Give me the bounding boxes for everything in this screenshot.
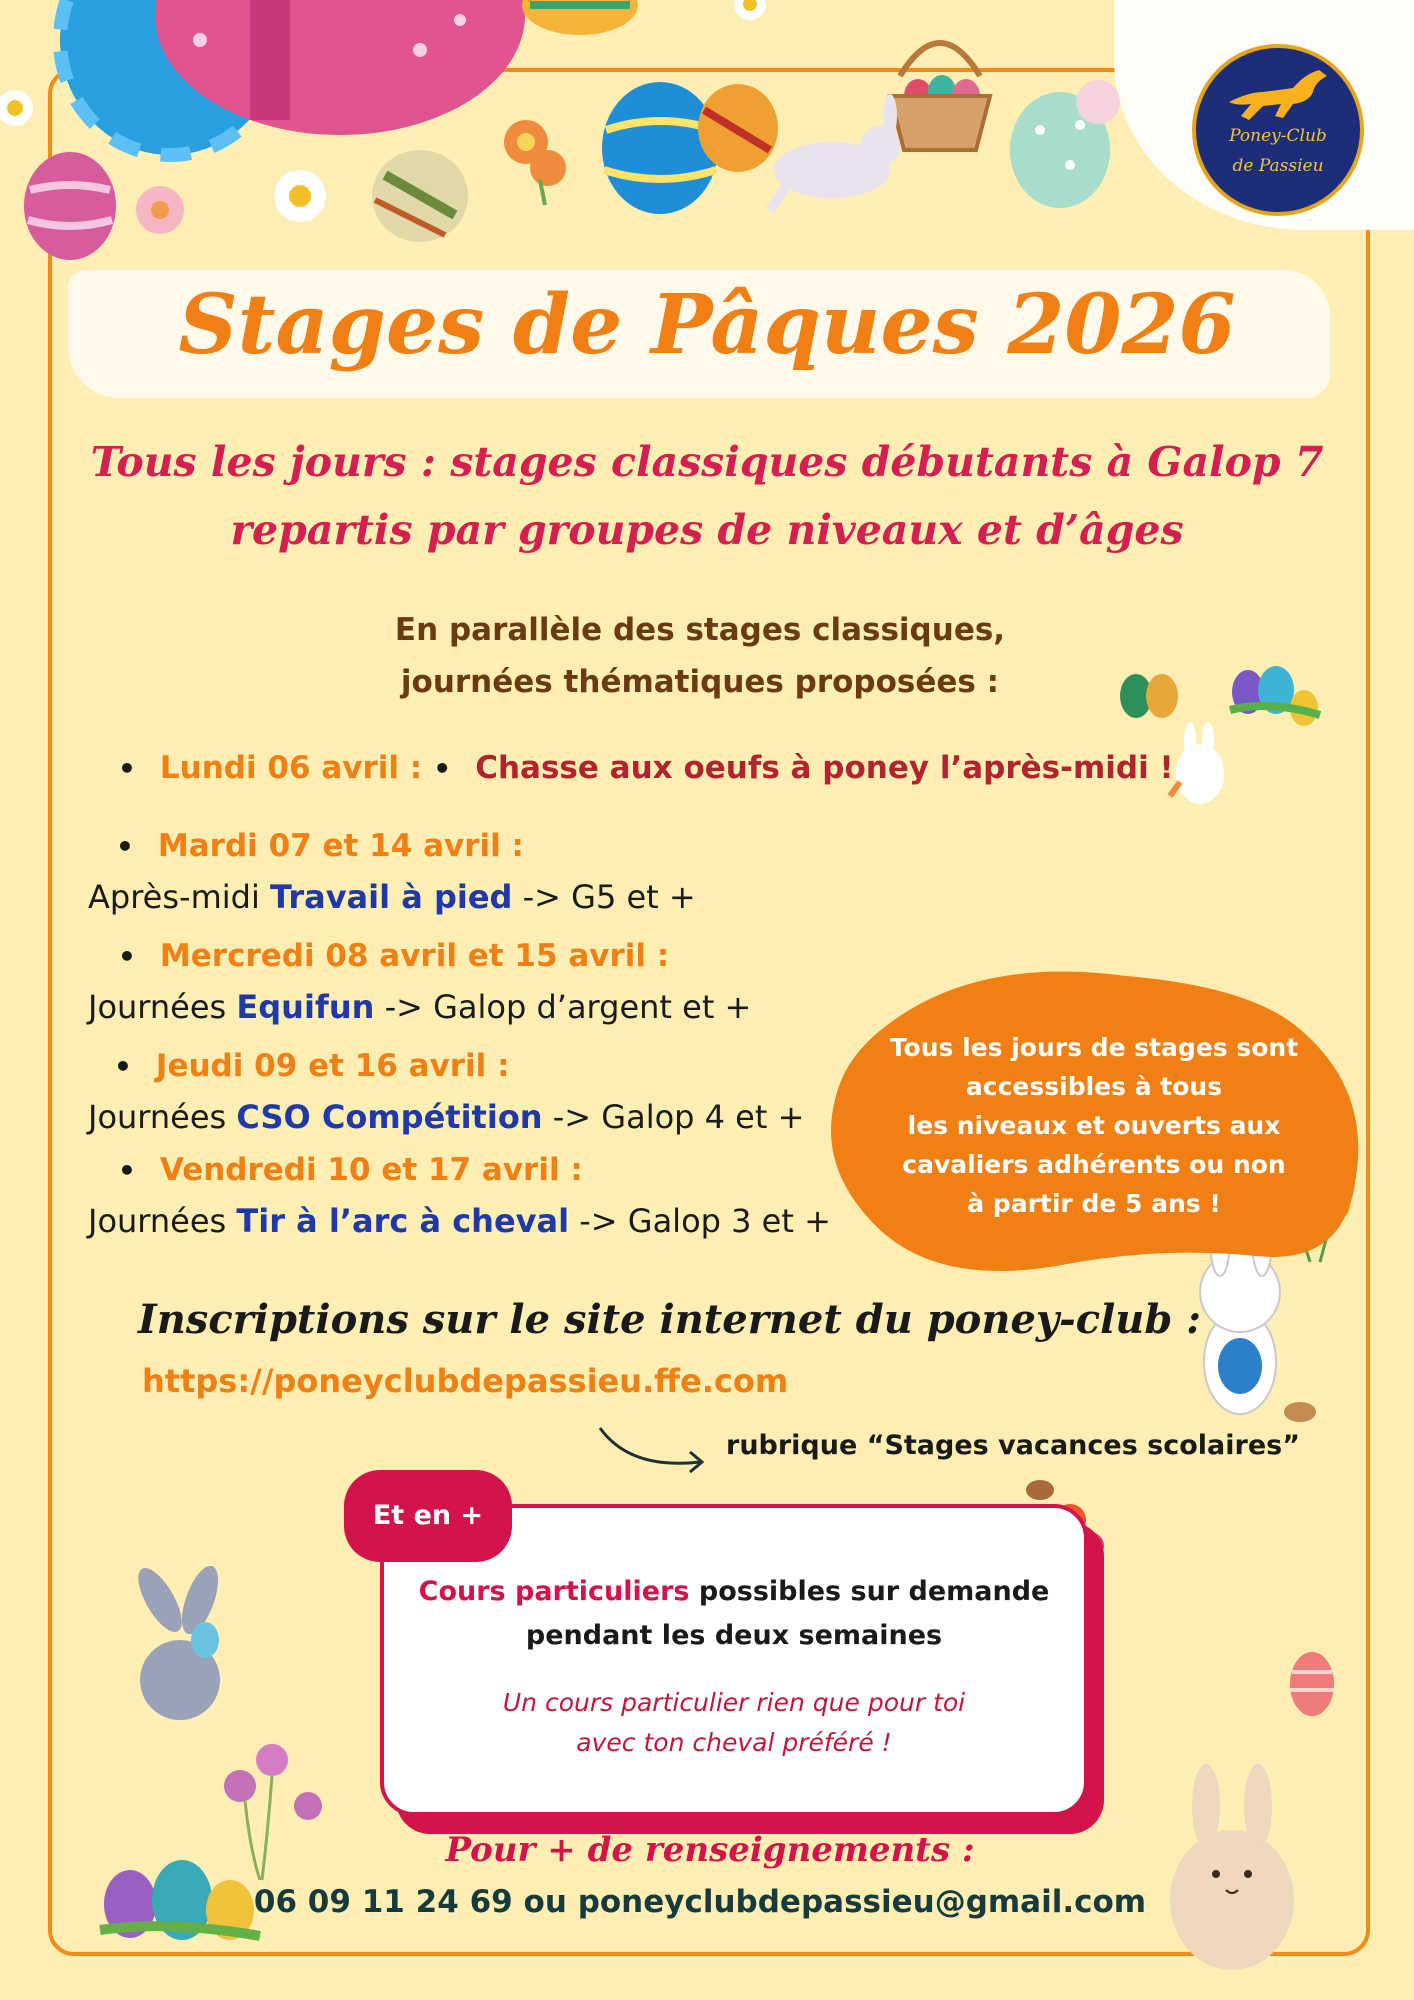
schedule-day: • Mardi 07 et 14 avril :: [116, 828, 524, 864]
description-suffix: -> G5 et +: [522, 878, 696, 916]
extra-tag: Et en +: [344, 1470, 512, 1562]
rabbit-icon: [1170, 1764, 1294, 1970]
contact-heading: Pour + de renseignements :: [445, 1830, 975, 1870]
subtitle-line-1: Tous les jours : stages classiques débutants à Galop 7: [90, 438, 1324, 486]
private-lessons-line-1: [392, 1576, 1076, 1607]
registration-section: rubrique “Stages vacances scolaires”: [726, 1430, 1300, 1461]
info-line: à partir de 5 ans !: [967, 1189, 1221, 1218]
activity-name: CSO Compétition: [236, 1098, 543, 1136]
description-prefix: Journées: [88, 1098, 227, 1136]
page-title: Stages de Pâques 2026: [178, 277, 1236, 373]
flower-icon: [224, 1744, 322, 1880]
schedule-item-tuesday: [116, 828, 524, 864]
schedule-description: [88, 1098, 804, 1136]
registration-link[interactable]: https://poneyclubdepassieu.ffe.com: [142, 1362, 789, 1400]
private-lessons-tagline-2: avec ton cheval préféré !: [576, 1728, 892, 1757]
arrow-icon: [600, 1428, 702, 1472]
schedule-event: • Chasse aux oeufs à poney l’après-midi !: [433, 750, 1173, 786]
rabbit-icon: [130, 1561, 226, 1720]
rabbit-icon: [1170, 722, 1224, 804]
schedule-day: • Jeudi 09 et 16 avril :: [114, 1048, 510, 1084]
schedule-item-thursday: [114, 1048, 510, 1084]
easter-egg-icon: [24, 152, 116, 260]
info-bubble-text: [858, 1028, 1330, 1223]
schedule-item-friday: [118, 1152, 583, 1188]
info-line: Tous les jours de stages sont: [889, 1033, 1299, 1062]
activity-name: Tir à l’arc à cheval: [236, 1202, 570, 1240]
easter-egg-icon: [1010, 80, 1120, 208]
subtitle-line-2: repartis par groupes de niveaux et d’âges: [230, 506, 1184, 554]
horse-icon: [1223, 62, 1333, 124]
logo-line-2: de Passieu: [1232, 156, 1324, 176]
description-prefix: Journées: [88, 988, 227, 1026]
schedule-item-wednesday: [118, 938, 669, 974]
rabbit-icon: [770, 94, 900, 210]
intro-line-1: En parallèle des stages classiques,: [394, 612, 1006, 648]
private-lessons-line-2: pendant les deux semaines: [525, 1620, 943, 1651]
logo-line-1: Poney-Club: [1229, 126, 1327, 146]
contact-details: 06 09 11 24 69 ou poneyclubdepassieu@gmail.com: [253, 1884, 1147, 1920]
schedule-description: [88, 988, 751, 1026]
private-lessons-highlight: Cours particuliers: [418, 1576, 690, 1607]
intro-text: [200, 604, 1200, 708]
info-line: cavaliers adhérents ou non: [902, 1150, 1286, 1179]
intro-line-2: journées thématiques proposées :: [400, 664, 1000, 700]
private-lessons-rest: possibles sur demande: [689, 1576, 1050, 1607]
description-suffix: -> Galop d’argent et +: [384, 988, 752, 1026]
private-lessons-tagline-1: Un cours particulier rien que pour toi: [502, 1688, 966, 1717]
activity-name: Equifun: [236, 988, 375, 1026]
easter-egg-icon: [602, 82, 718, 214]
description-prefix: Journées: [88, 1202, 227, 1240]
description-suffix: -> Galop 4 et +: [552, 1098, 805, 1136]
basket-icon: [890, 43, 990, 150]
easter-egg-icon: [522, 0, 638, 35]
easter-egg-icon: [1290, 1652, 1334, 1716]
info-line: accessibles à tous: [965, 1072, 1223, 1101]
schedule-description: [88, 878, 696, 916]
subtitle: [80, 428, 1334, 564]
easter-egg-icon: [698, 84, 778, 172]
schedule-item-monday: [118, 750, 1174, 786]
schedule-description: [88, 1202, 831, 1240]
schedule-day: • Mercredi 08 avril et 15 avril :: [118, 938, 669, 974]
description-prefix: Après-midi: [88, 878, 260, 916]
activity-name: Travail à pied: [270, 878, 513, 916]
registration-heading: Inscriptions sur le site internet du poney-club :: [138, 1296, 1202, 1343]
schedule-day: • Vendredi 10 et 17 avril :: [118, 1152, 583, 1188]
poney-club-logo: [1192, 44, 1364, 216]
schedule-day: • Lundi 06 avril :: [118, 750, 422, 786]
info-line: les niveaux et ouverts aux: [907, 1111, 1281, 1140]
easter-egg-icon: [372, 150, 468, 242]
description-suffix: -> Galop 3 et +: [579, 1202, 831, 1240]
